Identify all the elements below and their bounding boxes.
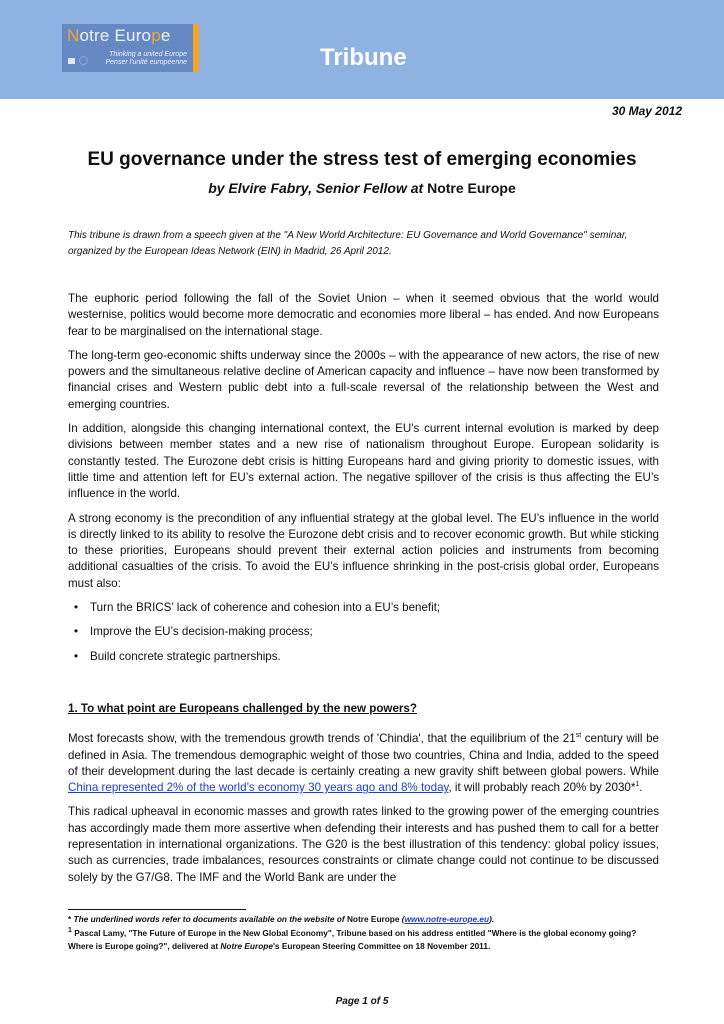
- footnotes: [68, 913, 659, 954]
- footnote-star: * The underlined words refer to documents available on the website of Notre Europe (www.notre-europe.eu).: [68, 914, 495, 924]
- section-heading: 1. To what point are Europeans challenged by the new powers?: [68, 702, 417, 715]
- publication-type: Tribune: [320, 44, 407, 71]
- footnote-divider: [68, 909, 246, 910]
- logo-accent-bar: [193, 24, 199, 72]
- list-item: • Improve the EU’s decision-making process;: [68, 624, 659, 640]
- footnote-ref[interactable]: 1: [635, 781, 640, 789]
- paragraph: This radical upheaval in economic masses and growth rates linked to the growing power of the emerging countries has accordingly made them more assertive when defending their interests and has pushed them to call for a better representation in international organizations. The G20 is the best illustration of this tendency: global policy issues, such as currencies, trade imbalances, resources constraints or climate change could not continue to be discussed solely by the G7/G8. The IMF and the World Bank are under the: [68, 805, 659, 884]
- publication-date: 30 May 2012: [611, 104, 682, 118]
- paragraph: A strong economy is the precondition of any influential strategy at the global level. The EU’s influence in the world is directly linked to its ability to resolve the Eurozone debt crisis and to recover economic growth. But while sticking to these priorities, Europeans should prevent their external action policies and instruments from becoming additional casualties of the crisis. To avoid the EU’s influence shrinking in the post-crisis global order, Europeans must also:: [68, 511, 659, 590]
- footnote-1: $^1$ Pascal Lamy, "The Future of Europe in the New Global Economy", Tribune based on his address entitled "Where is the global economy going? Where is Europe going?", delivered at Notre Europe's European Steering Committee on 18 November 2011.: [68, 926, 637, 951]
- header-band: [0, 0, 724, 99]
- recommendations-list: [68, 600, 659, 665]
- document-title: EU governance under the stress test of emerging economies: [87, 149, 637, 170]
- intro-note: This tribune is drawn from a speech given at the "A New World Architecture: EU Governance and World Governance" seminar, organized by the European Ideas Network (EIN) in Madrid, 26 April 2012.: [68, 230, 628, 257]
- notre-europe-logo: [62, 24, 193, 72]
- flag-icon: [68, 58, 75, 64]
- body-text: [68, 291, 659, 673]
- china-economy-link[interactable]: China represented 2% of the world’s economy 30 years ago and 8% today: [68, 781, 449, 795]
- paragraph: The euphoric period following the fall of the Soviet Union – when it seemed obvious that the world would westernise, politics would become more democratic and economies more liberal – has ended. And now Europeans fear to be marginalised on the international stage.: [68, 292, 659, 338]
- stars-circle-icon: [79, 56, 88, 65]
- logo-title: Notre Europe: [67, 26, 171, 45]
- paragraph: In addition, alongside this changing international context, the EU's current internal evolution is marked by deep divisions between member states and a new rise of nationalism throughout Europe. European solidarity is constantly tested. The Eurozone debt crisis is hitting Europeans hard and giving priority to domestic issues, with little time and attention left for EU’s external action. The negative spillover of the crisis is thus affecting the EU’s influence in the world.: [68, 422, 659, 501]
- page-indicator: Page 1 of 5: [335, 996, 389, 1007]
- byline: by Elvire Fabry, Senior Fellow at Notre Europe: [208, 180, 516, 196]
- paragraph: Most forecasts show, with the tremendous growth trends of 'Chindia', that the equilibrium of the 21st century will be defined in Asia. The tremendous demographic weight of those two countries, China and India, added to the speed of their development during the last decade is certainly creating a new gravity shift between global powers. While China represented 2% of the world’s economy 30 years ago and 8% today, it will probably reach 20% by 2030*$^1$.: [68, 732, 659, 795]
- list-item: • Turn the BRICS’ lack of coherence and cohesion into a EU’s benefit;: [68, 600, 659, 616]
- website-link[interactable]: www.notre-europe.eu: [404, 914, 490, 924]
- paragraph: The long-term geo-economic shifts underway since the 2000s – with the appearance of new actors, the rise of new powers and the simultaneous relative decline of American capacity and influence – have now been transformed by financial crises and Western public debt into a full-scale reversal of the relationship between the West and emerging countries.: [68, 348, 659, 411]
- logo-tagline: Thinking a united Europe Penser l'unité européenne: [105, 51, 187, 66]
- list-item: • Build concrete strategic partnerships.: [68, 649, 659, 665]
- section-1: [68, 701, 659, 894]
